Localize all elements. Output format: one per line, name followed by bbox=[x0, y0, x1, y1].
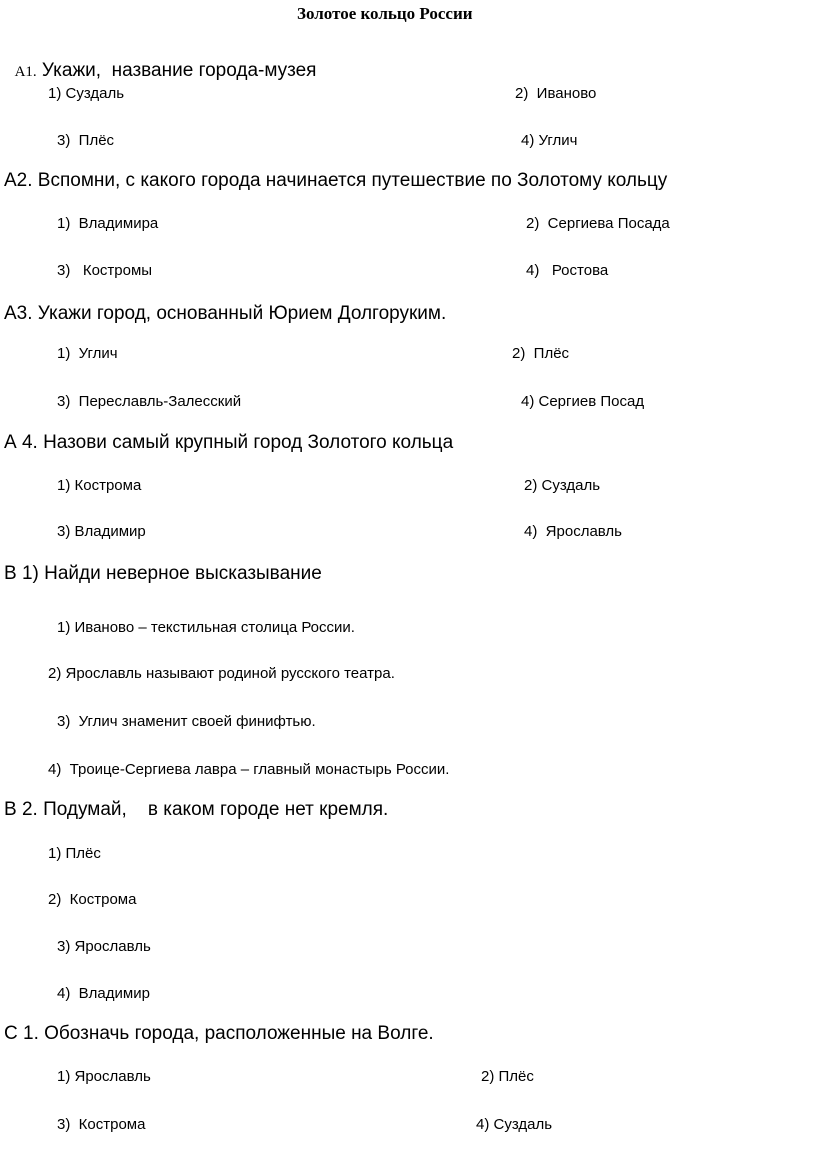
question-a4: А 4. Назови самый крупный город Золотого кольца bbox=[4, 432, 454, 453]
option: 4) Сергиев Посад bbox=[521, 393, 645, 410]
option: 2) Сергиева Посада bbox=[526, 215, 670, 232]
question-a1 bbox=[4, 42, 316, 80]
option: 1) Суздаль bbox=[48, 85, 125, 102]
option: 2) Плёс bbox=[481, 1068, 534, 1085]
option: 1) Владимира bbox=[57, 215, 159, 232]
question-text: Укажи, название города-музея bbox=[36, 60, 317, 81]
option: 3) Переславль-Залесский bbox=[57, 393, 242, 410]
option: 2) Суздаль bbox=[524, 477, 601, 494]
option: 2) Иваново bbox=[515, 85, 597, 102]
question-b1: В 1) Найди неверное высказывание bbox=[4, 563, 322, 584]
option: 4) Ярославль bbox=[524, 523, 622, 540]
option: 3) Кострома bbox=[57, 1116, 146, 1133]
option: 3) Плёс bbox=[57, 132, 115, 149]
option: 3) Ярославль bbox=[57, 938, 151, 955]
question-a3: А3. Укажи город, основанный Юрием Долгоруким. bbox=[4, 303, 447, 324]
option: 1) Углич bbox=[57, 345, 118, 362]
option: 2) Плёс bbox=[512, 345, 570, 362]
option: 4) Суздаль bbox=[476, 1116, 553, 1133]
option: 4) Углич bbox=[521, 132, 578, 149]
option: 1) Плёс bbox=[48, 845, 101, 862]
question-a2: А2. Вспомни, с какого города начинается путешествие по Золотому кольцу bbox=[4, 170, 668, 191]
document-title: Золотое кольцо России bbox=[297, 4, 473, 23]
option: 3) Владимир bbox=[57, 523, 146, 540]
option: 1) Ярославль bbox=[57, 1068, 151, 1085]
question-prefix: А1. bbox=[14, 64, 37, 80]
option: 2) Кострома bbox=[48, 891, 137, 908]
option: 4) Троице-Сергиева лавра – главный монастырь России. bbox=[48, 761, 450, 778]
option: 2) Ярославль называют родиной русского театра. bbox=[48, 665, 395, 682]
question-b2: В 2. Подумай, в каком городе нет кремля. bbox=[4, 799, 389, 820]
option: 3) Углич знаменит своей финифтью. bbox=[57, 713, 316, 730]
option: 1) Иваново – текстильная столица России. bbox=[57, 619, 355, 636]
option: 4) Владимир bbox=[57, 985, 150, 1002]
option: 3) Костромы bbox=[57, 262, 153, 279]
option: 1) Кострома bbox=[57, 477, 142, 494]
option: 4) Ростова bbox=[526, 262, 609, 279]
question-c1: С 1. Обозначь города, расположенные на Волге. bbox=[4, 1023, 434, 1044]
